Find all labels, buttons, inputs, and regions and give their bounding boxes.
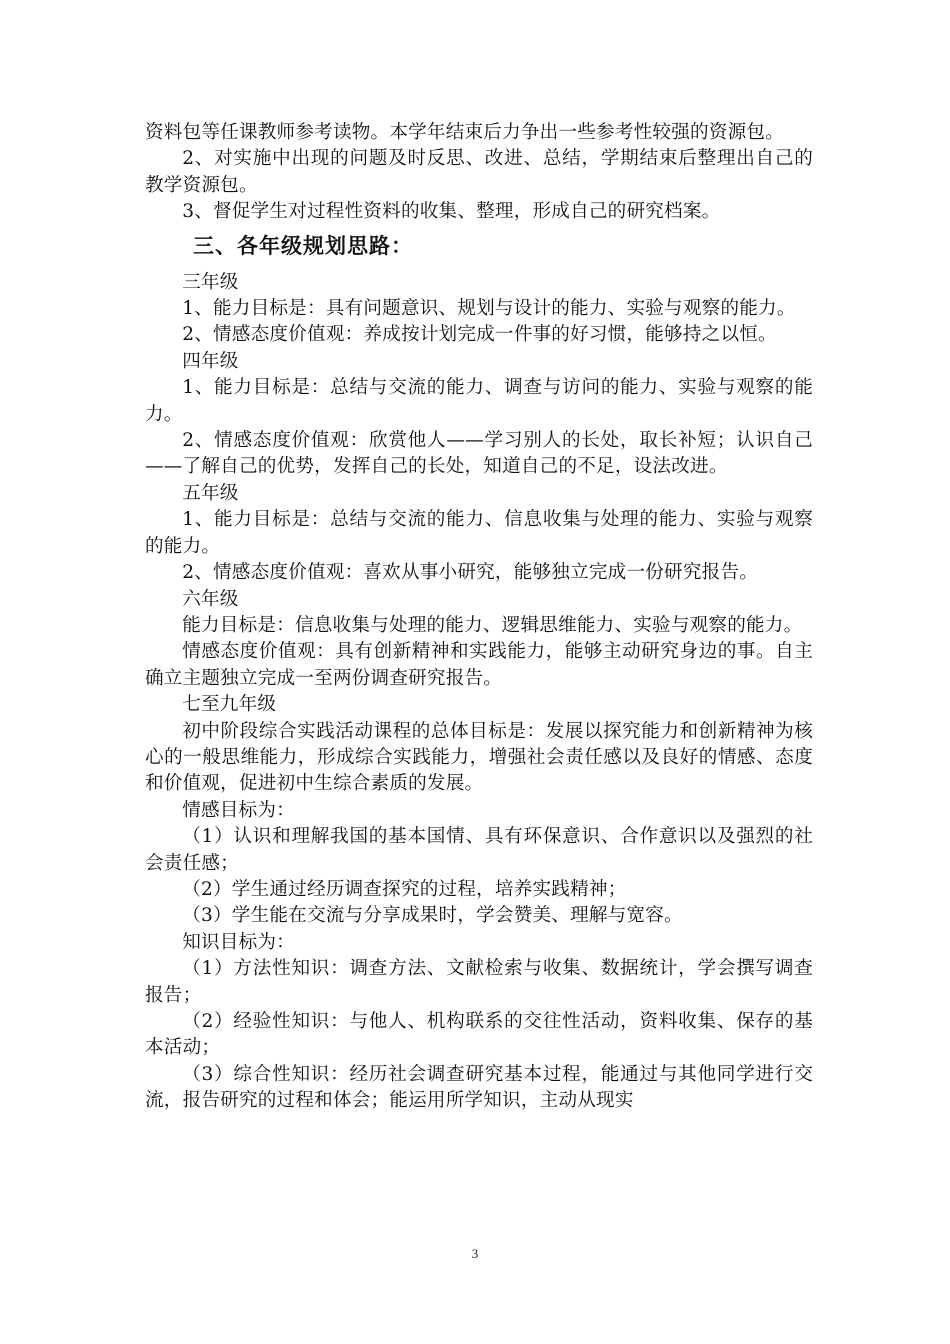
paragraph: 情感目标为： — [182, 799, 295, 821]
list-item: （1）认识和理解我国的基本国情、具有环保意识、合作意识以及强烈的社会责任感； — [145, 826, 813, 874]
grade-heading: 五年级 — [182, 482, 239, 504]
paragraph: 初中阶段综合实践活动课程的总体目标是：发展以探究能力和创新精神为核心的一般思维能力，形成综合实践能力，增强社会责任感以及良好的情感、态度和价值观，促进初中生综合素质的发展。 — [145, 720, 813, 795]
grade-heading: 六年级 — [182, 588, 239, 610]
paragraph: 2、对实施中出现的问题及时反思、改进、总结，学期结束后整理出自己的教学资源包。 — [145, 148, 813, 196]
list-item: （2）经验性知识：与他人、机构联系的交往性活动，资料收集、保存的基本活动； — [145, 1011, 813, 1059]
paragraph: 2、情感态度价值观：喜欢从事小研究，能够独立完成一份研究报告。 — [182, 562, 759, 584]
paragraph: 资料包等任课教师参考读物。本学年结束后力争出一些参考性较强的资源包。 — [145, 122, 784, 143]
list-item: （2）学生通过经历调查探究的过程，培养实践精神； — [182, 878, 627, 900]
page-body — [145, 120, 813, 1115]
paragraph: 情感态度价值观：具有创新精神和实践能力，能够主动研究身边的事。自主确立主题独立完成一至两份调查研究报告。 — [145, 641, 813, 689]
paragraph: 1、能力目标是：具有问题意识、规划与设计的能力、实验与观察的能力。 — [182, 298, 796, 320]
list-item: （3）学生能在交流与分享成果时，学会赞美、理解与宽容。 — [182, 905, 683, 927]
paragraph: 2、情感态度价值观：欣赏他人——学习别人的长处，取长补短；认识自己——了解自己的优势，发挥自己的长处，知道自己的不足，设法改进。 — [145, 430, 813, 478]
paragraph: 3、督促学生对过程性资料的收集、整理，形成自己的研究档案。 — [182, 201, 721, 223]
grade-heading: 四年级 — [182, 350, 239, 372]
paragraph: 2、情感态度价值观：养成按计划完成一件事的好习惯，能够持之以恒。 — [182, 324, 777, 346]
list-item: （1）方法性知识：调查方法、文献检索与收集、数据统计，学会撰写调查报告； — [145, 958, 813, 1006]
paragraph: 能力目标是：信息收集与处理的能力、逻辑思维能力、实验与观察的能力。 — [182, 614, 803, 636]
grade-heading: 七至九年级 — [182, 694, 277, 716]
paragraph: 知识目标为： — [182, 931, 295, 953]
section-heading: 三、各年级规划思路： — [193, 233, 413, 258]
page-number: 3 — [471, 1246, 479, 1261]
paragraph: 1、能力目标是：总结与交流的能力、调查与访问的能力、实验与观察的能力。 — [145, 377, 813, 425]
grade-heading: 三年级 — [182, 271, 239, 293]
paragraph: 1、能力目标是：总结与交流的能力、信息收集与处理的能力、实验与观察的能力。 — [145, 509, 813, 557]
list-item: （3）综合性知识：经历社会调查研究基本过程，能通过与其他同学进行交流，报告研究的过程和体会；能运用所学知识，主动从现实 — [145, 1063, 813, 1112]
